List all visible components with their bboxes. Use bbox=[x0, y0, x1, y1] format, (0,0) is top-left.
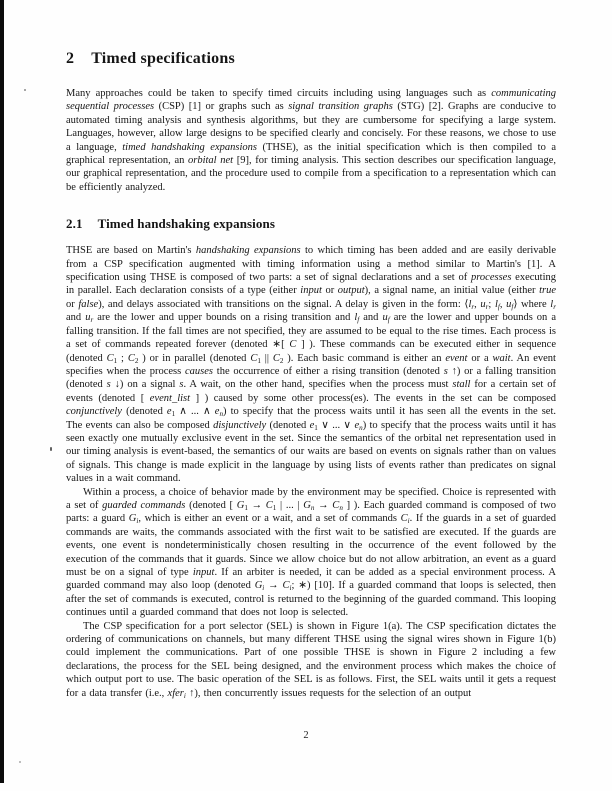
subsection-heading bbox=[66, 216, 556, 232]
text-column bbox=[66, 50, 556, 700]
section-title: Timed specifications bbox=[91, 50, 235, 67]
section-heading bbox=[66, 50, 556, 68]
subsection-title: Timed handshaking expansions bbox=[97, 216, 275, 232]
paragraph-csp-sel: The CSP specification for a port selector (SEL) is shown in Figure 1(a). The CSP specification dictates the ordering of communications on channels, but many different THSE using the signal wires shown in Figure 1(b) could implement the communications. Part of one possible THSE is shown in Figure 2 including a few declarations, the process for the SEL being designed, and the environment process which makes the choice of which output port to use. The basic operation of the SEL is as follows. First, the SEL waits until it gets a request for a data transfer (i.e., xfer$_i$ ↑), then concurrently issues requests for the selection of an output bbox=[66, 620, 556, 700]
paragraph-guarded-commands: Within a process, a choice of behavior made by the environment may be specified. Choice is represented with a set of guarded commands (denoted [ $G_1 \to C_1$ | ... | $G_n \to C_n$ ] ). Each guarded command is composed of two parts: a guard $G_i$, which is either an event or a wait, and a set of commands $C_i$. If the guards in a set of guarded commands are waits, the commands associated with the first wait to be satisfied are executed. If the guards are events, one event is nondeterministically chosen resulting in the occurrence of the event followed by the execution of the commands that it guards. Since we allow choice but do not allow arbitration, an event as a guard must be on a signal of type input. If an arbiter is needed, it can be added as a special environment process. A guarded command may also loop (denoted $G_i \to C_i$; ∗) [10]. If a guarded command that loops is selected, then after the set of commands is executed, control is returned to the beginning of the guarded command. This looping continues until a guarded command that does not loop is selected. bbox=[66, 486, 557, 619]
page-number: 2 bbox=[303, 730, 309, 741]
scan-speck bbox=[50, 447, 52, 451]
paragraph-thse: THSE are based on Martin's handshaking expansions to which timing has been added and are easily derivable from a CSP specification augmented with timing information using a method similar to Martin's [1]. A specification using THSE is composed of two parts: a set of signal declarations and a set of processes executing in parallel. Each declaration consists of a type (either input or output), a signal name, an initial value (either true or false), and delays associated with transitions on the signal. A delay is given in the form: $⟨l_r$, $u_r$; $l_f$, $u_f⟩$ where $l_r$ and $u_r$ are the lower and upper bounds on a rising transition and $l_f$ and $u_f$ are the lower and upper bounds on a falling transition. If the fall times are not specified, they are assumed to be equal to the rise times. Each process is a set of commands repeated forever (denoted ∗[ C ] ). These commands can be executed either in sequence (denoted $C_1$ ; $C_2$ ) or in parallel (denoted $C_1$ || $C_2$ ). Each basic command is either an event or a wait. An event specifies when the process causes the occurrence of either a rising transition (denoted s ↑) or a falling transition (denoted s ↓) on a signal s. A wait, on the other hand, specifies when the process must stall for a certain set of events (denoted [ event_list ] ) caused by some other process(es). The events in the set can be composed conjunctively (denoted $e_1$ ∧ ... ∧ $e_n$) to specify that the process waits until it has seen all the events in the set. The events can also be composed disjunctively (denoted $e_1$ ∨ ... ∨ $e_n$) to specify that the process waits until it has seen exactly one mutually exclusive event in the set. Since the semantics of the orbital net representation used in our timing analysis is event-based, the semantics of our waits are based on events on signals rather than on values of signals. This change is made explicit in the language by using lists of events rather than predicates on signal values in a wait command. bbox=[66, 245, 557, 485]
paragraph-intro: Many approaches could be taken to specify timed circuits including using languages such as communicating sequential processes (CSP) [1] or graphs such as signal transition graphs (STG) [2]. Graphs are conducive to automated timing analysis and synthesis algorithms, but they are cumbersome for specifying a large system. Languages, however, allow large designs to be specified clearly and concisely. For these reasons, we chose to use a language, timed handshaking expansions (THSE), as the initial specification which is then compiled to a graphical representation, an orbital net [9], for timing analysis. This section describes our specification language, our graphical representation, and the procedure used to compile from a specification to a representation which can be efficiently analyzed. bbox=[66, 88, 557, 193]
scan-speck bbox=[24, 89, 26, 91]
subsection-number: 2.1 bbox=[66, 216, 83, 232]
scan-edge-artifact bbox=[0, 0, 4, 783]
scan-speck bbox=[19, 761, 21, 763]
section-number: 2 bbox=[66, 50, 75, 67]
